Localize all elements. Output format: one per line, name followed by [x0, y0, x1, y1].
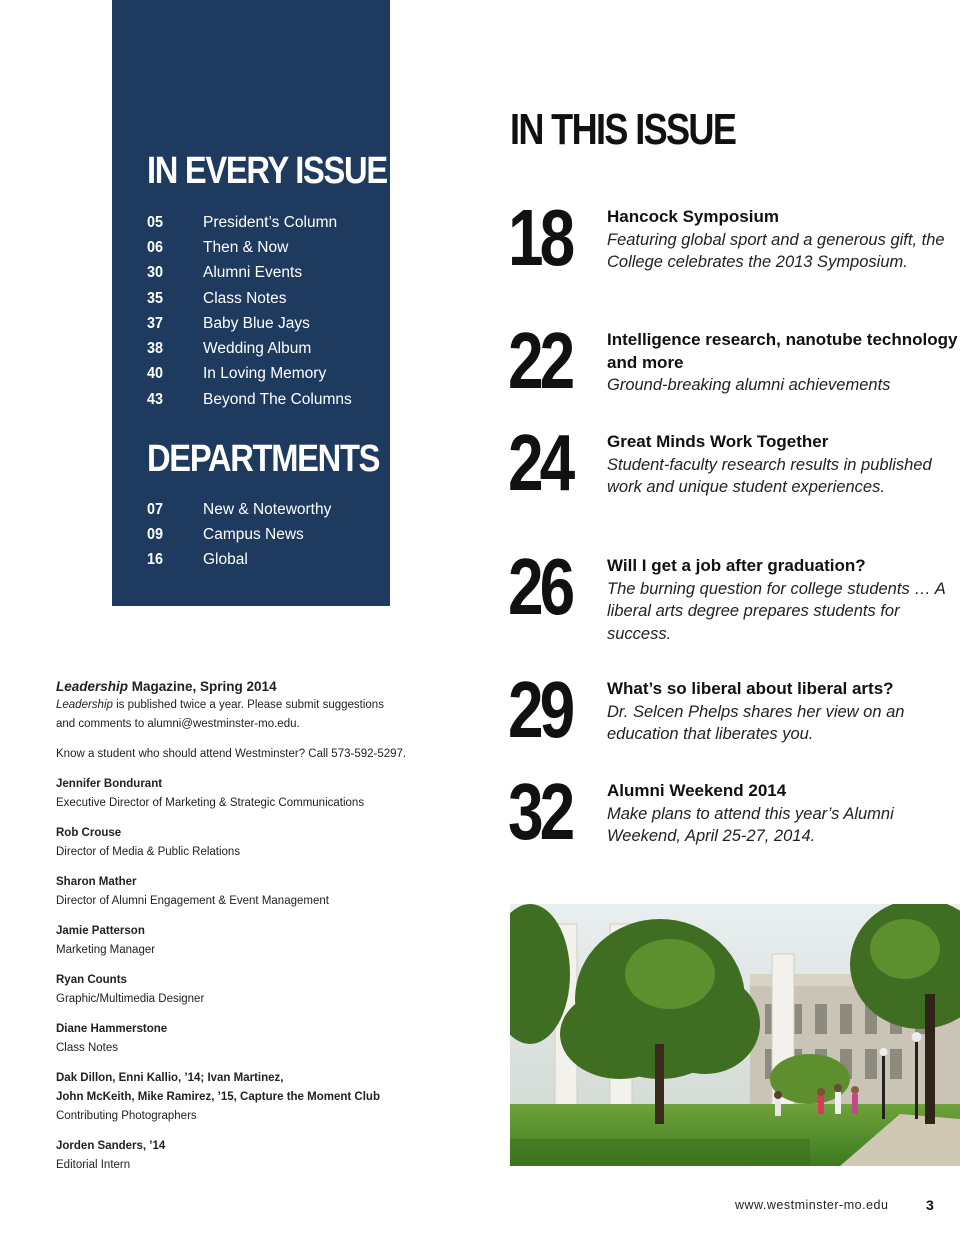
toc-label: Class Notes [203, 289, 287, 307]
toc-page-number: 40 [147, 365, 164, 383]
feature-page-number: 29 [508, 665, 572, 754]
staff-role: Director of Media & Public Relations [56, 846, 241, 858]
staff-role: Editorial Intern [56, 1159, 131, 1171]
toc-page-number: 06 [147, 238, 164, 256]
feature-title: Will I get a job after graduation? [607, 556, 866, 575]
staff-entry [56, 922, 436, 960]
staff-name: Sharon Mather [56, 876, 137, 888]
toc-label: Global [203, 551, 248, 569]
toc-item[interactable] [147, 311, 387, 336]
toc-label: New & Noteworthy [203, 500, 332, 518]
toc-item[interactable] [147, 261, 387, 286]
contents-panel [112, 0, 390, 606]
toc-page-number: 35 [147, 289, 164, 307]
feature-description: Student-faculty research results in published work and unique student experiences. [607, 455, 932, 496]
toc-page-number: 16 [147, 551, 164, 569]
staff-role: Contributing Photographers [56, 1110, 197, 1122]
toc-label: Then & Now [203, 238, 289, 256]
toc-label: Wedding Album [203, 340, 312, 358]
staff-name: Jamie Patterson [56, 925, 145, 937]
admissions-note: Know a student who should attend Westminster? Call 573-592-5297. [56, 748, 407, 760]
in-this-issue-heading: IN THIS ISSUE [510, 105, 736, 154]
feature-description: Make plans to attend this year’s Alumni Weekend, April 25-27, 2014. [607, 804, 894, 845]
feature-text [607, 329, 959, 397]
toc-label: President’s Column [203, 213, 338, 231]
magazine-title-rest: Magazine, Spring 2014 [128, 679, 277, 694]
toc-item[interactable] [147, 387, 387, 412]
magazine-title [56, 678, 436, 696]
staff-role: Executive Director of Marketing & Strategic Communications [56, 797, 365, 809]
feature-page-number: 18 [508, 193, 572, 282]
staff-role: Class Notes [56, 1042, 118, 1054]
feature-text [607, 780, 959, 848]
feature-page-number: 22 [508, 316, 572, 405]
toc-page-number: 37 [147, 314, 164, 332]
publication-note-rest: is published twice a year. Please submit suggestions [112, 699, 384, 711]
staff-name: Ryan Counts [56, 974, 127, 986]
feature-page-number: 24 [508, 418, 572, 507]
feature-item[interactable] [508, 542, 958, 665]
toc-page-number: 38 [147, 340, 164, 358]
feature-page-number: 32 [508, 767, 572, 856]
staff-entry [56, 1069, 436, 1126]
toc-page-number: 43 [147, 390, 164, 408]
toc-label: Beyond The Columns [203, 390, 352, 408]
toc-label: Campus News [203, 525, 304, 543]
toc-item[interactable] [147, 286, 387, 311]
staff-role: Graphic/Multimedia Designer [56, 993, 205, 1005]
feature-title: Intelligence research, nanotube technology and more [607, 330, 958, 372]
in-every-issue-heading: IN EVERY ISSUE [147, 150, 387, 192]
feature-page-number: 26 [508, 542, 572, 631]
staff-entry [56, 873, 436, 911]
footer-url[interactable]: www.westminster-mo.edu [735, 1198, 889, 1212]
toc-page-number: 07 [147, 500, 164, 518]
feature-text [607, 678, 959, 746]
staff-name-line2: John McKeith, Mike Ramirez, ’15, Capture the Moment Club [56, 1091, 380, 1103]
staff-entry [56, 1137, 436, 1175]
feature-description: Featuring global sport and a generous gift, the College celebrates the 2013 Symposium. [607, 230, 945, 271]
feature-item[interactable] [508, 418, 958, 541]
feature-item[interactable] [508, 665, 958, 788]
departments-list [147, 497, 387, 573]
publication-note [56, 696, 436, 715]
toc-item[interactable] [147, 362, 387, 387]
feature-item[interactable] [508, 767, 958, 890]
feature-title: Great Minds Work Together [607, 432, 829, 451]
toc-label: In Loving Memory [203, 365, 327, 383]
toc-page-number: 05 [147, 213, 164, 231]
toc-item[interactable] [147, 210, 387, 235]
toc-label: Alumni Events [203, 264, 303, 282]
page-number: 3 [926, 1197, 934, 1213]
staff-entry [56, 824, 436, 862]
toc-item[interactable] [147, 336, 387, 361]
magazine-title-italic: Leadership [56, 679, 129, 694]
toc-item[interactable] [147, 522, 387, 547]
publication-contact: and comments to alumni@westminster-mo.edu. [56, 718, 300, 730]
in-every-issue-list [147, 210, 387, 412]
toc-item[interactable] [147, 235, 387, 260]
toc-page-number: 09 [147, 525, 164, 543]
feature-text [607, 555, 959, 645]
feature-text [607, 206, 959, 274]
departments-heading: DEPARTMENTS [147, 438, 380, 480]
toc-page-number: 30 [147, 264, 164, 282]
toc-label: Baby Blue Jays [203, 314, 310, 332]
feature-description: Ground-breaking alumni achievements [607, 376, 891, 394]
staff-role: Marketing Manager [56, 944, 156, 956]
toc-item[interactable] [147, 548, 387, 573]
feature-description: The burning question for college students … A liberal arts degree prepares students for success. [607, 579, 946, 643]
staff-entry [56, 1020, 436, 1058]
feature-title: Hancock Symposium [607, 207, 779, 226]
feature-description: Dr. Selcen Phelps shares her view on an education that liberates you. [607, 702, 905, 743]
publication-note-italic: Leadership [56, 699, 113, 711]
feature-title: What’s so liberal about liberal arts? [607, 679, 894, 698]
masthead [56, 678, 436, 1175]
staff-name: Jennifer Bondurant [56, 778, 163, 790]
campus-photo [510, 904, 960, 1166]
staff-entry [56, 775, 436, 813]
toc-item[interactable] [147, 497, 387, 522]
staff-name: Dak Dillon, Enni Kallio, ’14; Ivan Martinez, [56, 1072, 284, 1084]
staff-name: Diane Hammerstone [56, 1023, 168, 1035]
staff-name: Jorden Sanders, ’14 [56, 1140, 166, 1152]
feature-title: Alumni Weekend 2014 [607, 781, 787, 800]
feature-item[interactable] [508, 193, 958, 316]
feature-text [607, 431, 959, 499]
feature-item[interactable] [508, 316, 958, 439]
staff-role: Director of Alumni Engagement & Event Management [56, 895, 329, 907]
staff-entry [56, 971, 436, 1009]
staff-name: Rob Crouse [56, 827, 122, 839]
